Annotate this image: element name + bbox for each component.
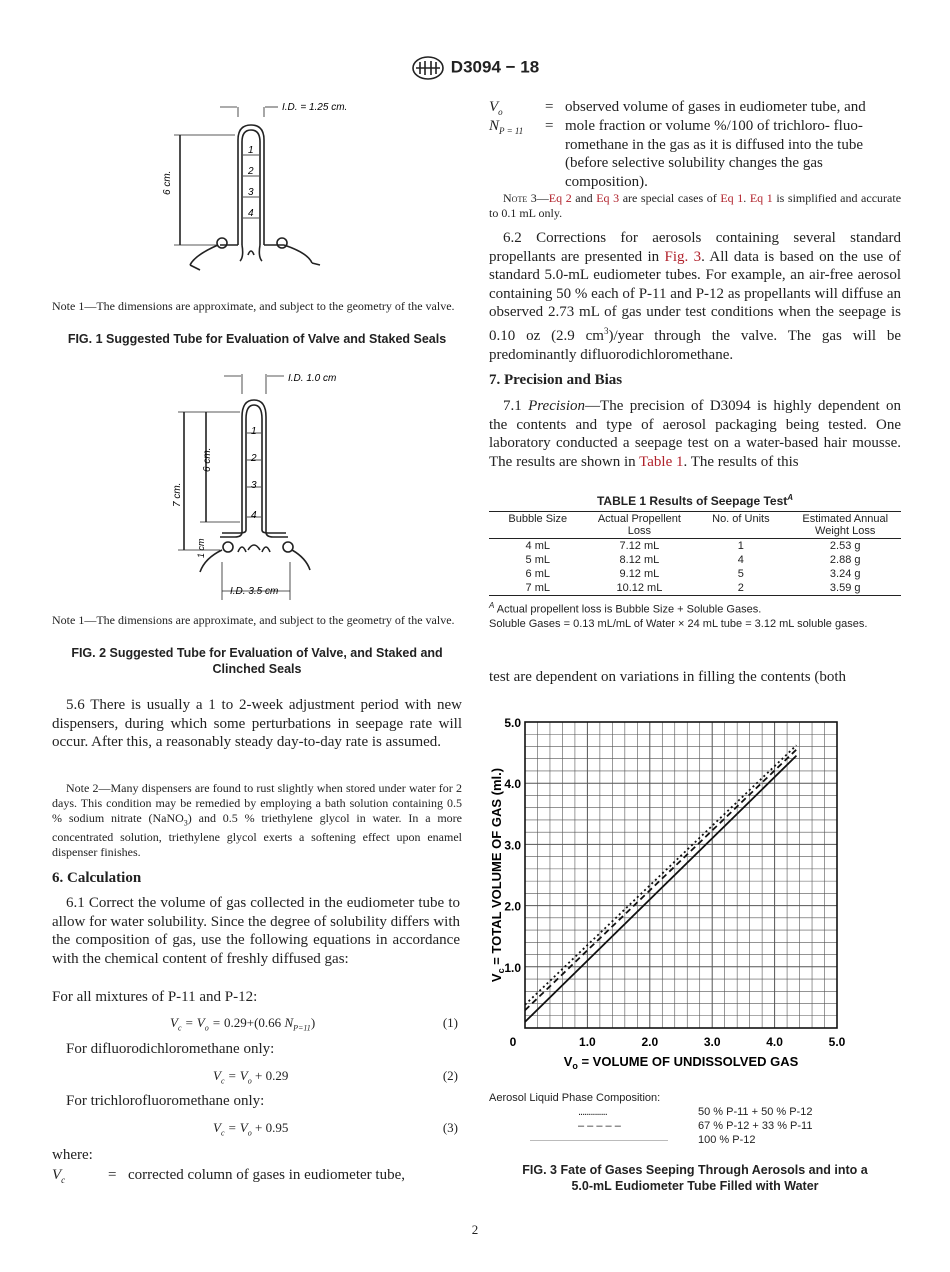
table-header: Bubble Size [489, 512, 587, 539]
fig1-note: Note 1—The dimensions are approximate, and subject to the geometry of the valve. [52, 299, 455, 313]
fig1-height-label: 6 cm. [162, 170, 173, 195]
fig1-caption: FIG. 1 Suggested Tube for Evaluation of Valve and Staked Seals [67, 332, 447, 346]
table-cell: 5 mL [525, 554, 550, 566]
equation-2-number: (2) [442, 1068, 458, 1083]
legend-entry: 67 % P-12 + 33 % P-11 [698, 1120, 813, 1132]
table-cell: 10.12 mL [587, 581, 693, 596]
fig1-mark: 1 [248, 145, 254, 156]
table-row [489, 539, 901, 554]
table-cell: 7.12 mL [619, 540, 660, 552]
fig2-id-label: I.D. 1.0 cm [288, 373, 337, 384]
diflu-label: For difluorodichloromethane only: [66, 1041, 275, 1057]
fig2-h6-label: 6 cm. [202, 447, 213, 472]
table-cell: 5 [737, 568, 744, 580]
astm-logo-icon [411, 56, 445, 80]
x-tick-label: 5.0 [828, 1035, 846, 1049]
series-line-dotted [525, 745, 796, 1004]
legend-dashed-sample: – – – – – [578, 1120, 621, 1132]
table-cell: 4 [737, 554, 744, 566]
fig2-caption-line1: FIG. 2 Suggested Tube for Evaluation of Valve, and Staked and [71, 646, 443, 660]
table-row [489, 553, 901, 567]
paragraph-6-1: 6.1 Correct the volume of gas collected in the eudiometer tube to allow for water solubility. Since the degree of solubility differs with the composition of gas, use the following equations in accordance with the chemical content of freshly diffused gas: [52, 895, 460, 967]
page-header [0, 56, 950, 80]
y-tick-label: 3.0 [504, 838, 521, 853]
section-7-heading: 7. Precision and Bias [489, 372, 623, 388]
equation-3: $V_c = V_o + 0.95$ [213, 1120, 289, 1138]
x-tick-label: 4.0 [766, 1035, 783, 1049]
equation-3-number: (3) [442, 1120, 458, 1135]
table-cell: 8.12 mL [619, 554, 660, 566]
fig2-mark: 1 [251, 426, 257, 437]
fig2-note: Note 1—The dimensions are approximate, and subject to the geometry of the valve. [52, 613, 455, 627]
eq1-link[interactable]: Eq 1 [749, 191, 773, 205]
table-cell: 2.88 g [829, 554, 861, 566]
table-header: Actual Propellent Loss [587, 512, 693, 539]
fig2-h7-label: 7 cm. [172, 482, 183, 507]
np-definition: $N_{P = 11}$ = mole fraction or volume %/100 of trichloro- fluo- romethane in the gas as it is diffused into the tube (before selective solubility changes the gas composition). [489, 118, 863, 190]
legend-entry: 50 % P-11 + 50 % P-12 [698, 1106, 813, 1118]
eq1-link[interactable]: Eq 1 [720, 191, 744, 205]
fig1-id-label: I.D. = 1.25 cm. [282, 102, 348, 113]
table-cell: 2 [692, 581, 789, 596]
x-tick-label: 3.0 [703, 1035, 721, 1049]
table1 [489, 493, 901, 631]
eq2-link[interactable]: Eq 2 [548, 191, 572, 205]
fig3-caption: FIG. 3 Fate of Gases Seeping Through Aerosols and into a 5.0-mL Eudiometer Tube Filled with Water [522, 1163, 868, 1193]
table-header: Estimated Annual Weight Loss [789, 512, 901, 539]
fig1-mark: 4 [248, 208, 254, 219]
note-2: Note 2—Many dispensers are found to rust slightly when stored under water for 2 days. This condition may be remedied by employing a bath solution containing 0.5 % sodium nitrate (NaNO$_3$) and 0.5 % triethylene glycol in water. In a more concentrated solution, triethylene glycol exerts a softening effect upon enamel dispenser finishes. [52, 781, 462, 860]
table-cell: 2.53 g [829, 540, 861, 552]
y-tick-label: 5.0 [504, 716, 521, 730]
x-tick-label: 0 [509, 1035, 517, 1049]
table1-link[interactable]: Table 1 [639, 453, 684, 470]
table-row [489, 581, 901, 596]
x-tick-label: 2.0 [641, 1035, 659, 1049]
page-number: 2 [471, 1222, 479, 1237]
table-cell: 9.12 mL [619, 568, 660, 580]
table1-grid [489, 511, 901, 596]
fig2-mark: 2 [251, 453, 257, 464]
fig2-mark: 3 [251, 480, 257, 491]
mixtures-label: For all mixtures of P-11 and P-12: [52, 989, 258, 1005]
paragraph-7-1-continued: test are dependent on variations in filling the contents (both [489, 669, 846, 685]
fig1-mark: 2 [248, 166, 254, 177]
fig2-h1-label: 1 cm [196, 538, 206, 558]
series-line-dashed [525, 750, 796, 1011]
trichl-label: For trichlorofluoromethane only: [66, 1093, 265, 1109]
paragraph-5-6: 5.6 There is usually a 1 to 2-week adjustment period with new dispensers, during which some perturbations in seepage rate will occur. After this, a reasonably steady day-to-day rate is assumed. [52, 697, 462, 751]
table-cell: 3.24 g [829, 568, 861, 580]
section-6-heading: 6. Calculation [52, 870, 142, 886]
fig1-tube-diagram [160, 95, 360, 295]
chart-y-label: $V_c$ = TOTAL VOLUME OF GAS (ml.) [489, 767, 506, 983]
fig1-mark: 3 [248, 187, 254, 198]
fig2-caption [52, 645, 462, 677]
where-label: where: [52, 1147, 93, 1163]
y-tick-label: 4.0 [504, 777, 521, 792]
legend-dotted-sample: .............. [578, 1106, 607, 1118]
table1-footnote2: Soluble Gases = 0.13 mL/mL of Water × 24 mL tube = 3.12 mL soluble gases. [489, 617, 868, 630]
table-cell: 7 mL [489, 581, 587, 596]
note-3: Note 3—Eq 2 and Eq 3 are special cases of Eq 1. Eq 1 is simplified and accurate to 0.1 mL only. [489, 191, 902, 220]
table-row [489, 567, 901, 581]
table-header-row [489, 512, 901, 539]
table-cell: 3.59 g [789, 581, 901, 596]
equation-1-number: (1) [442, 1015, 458, 1030]
paragraph-6-2: 6.2 Corrections for aerosols containing several standard propellants are presented in Fig. 3. All data is based on the use of standard 5.0-mL eudiometer tubes. For example, an air-free aerosol containing 50 % each of P-11 and P-12 as propellants will diffuse an observed 2.73 mL of gas under test conditions when the seepage is 0.10 oz (2.9 $cm^3$)/year through the valve. The gas will be predominantly difluorodichloromethane. [489, 230, 902, 363]
table-header: No. of Units [692, 512, 789, 539]
table-cell: 1 [737, 540, 744, 552]
equation-1: $V_c = V_o = 0.29+(0.66$ $N_{P=11}$) [170, 1015, 316, 1033]
legend-entry: 100 % P-12 [698, 1134, 756, 1146]
equation-2: $V_c = V_o + 0.29$ [213, 1068, 289, 1086]
vo-definition: $V_o$ = observed volume of gases in eudiometer tube, and [489, 99, 866, 117]
table1-footnote: $^A$ Actual propellent loss is Bubble Size + Soluble Gases. [489, 601, 762, 616]
doc-id: D3094 − 18 [450, 57, 540, 77]
fig3-link[interactable]: Fig. 3 [664, 248, 702, 265]
fig2-mark: 4 [251, 510, 257, 521]
paragraph-7-1: 7.1 Precision—The precision of D3094 is highly dependent on the contents and type of aerosol packaging being tested. One laboratory conducted a seepage test on a water-based hair mousse. The results are shown in Table 1. The results of this [489, 398, 901, 470]
chart-grid [525, 722, 837, 1028]
fig2-tube-diagram [160, 372, 360, 604]
x-tick-label: 1.0 [579, 1035, 596, 1049]
chart-x-label: $V_o$ = VOLUME OF UNDISSOLVED GAS [563, 1054, 799, 1071]
y-tick-label: 2.0 [504, 899, 521, 914]
table-cell: 6 mL [525, 568, 550, 580]
table-cell: 4 mL [525, 540, 550, 552]
legend-solid-sample [530, 1140, 668, 1141]
fig2-width-label: I.D. 3.5 cm [230, 586, 279, 597]
y-tick-label: 1.0 [504, 960, 521, 975]
vc-definition: $V_c$ = corrected column of gases in eudiometer tube, [52, 1167, 405, 1185]
eq3-link[interactable]: Eq 3 [596, 191, 620, 205]
chart-frame [525, 722, 837, 1028]
fig3-chart [489, 712, 901, 1092]
legend-title: Aerosol Liquid Phase Composition: [489, 1092, 661, 1104]
fig2-caption-line2: Clinched Seals [212, 662, 302, 676]
table1-title: TABLE 1 Results of Seepage Test$^A$ [596, 493, 794, 508]
